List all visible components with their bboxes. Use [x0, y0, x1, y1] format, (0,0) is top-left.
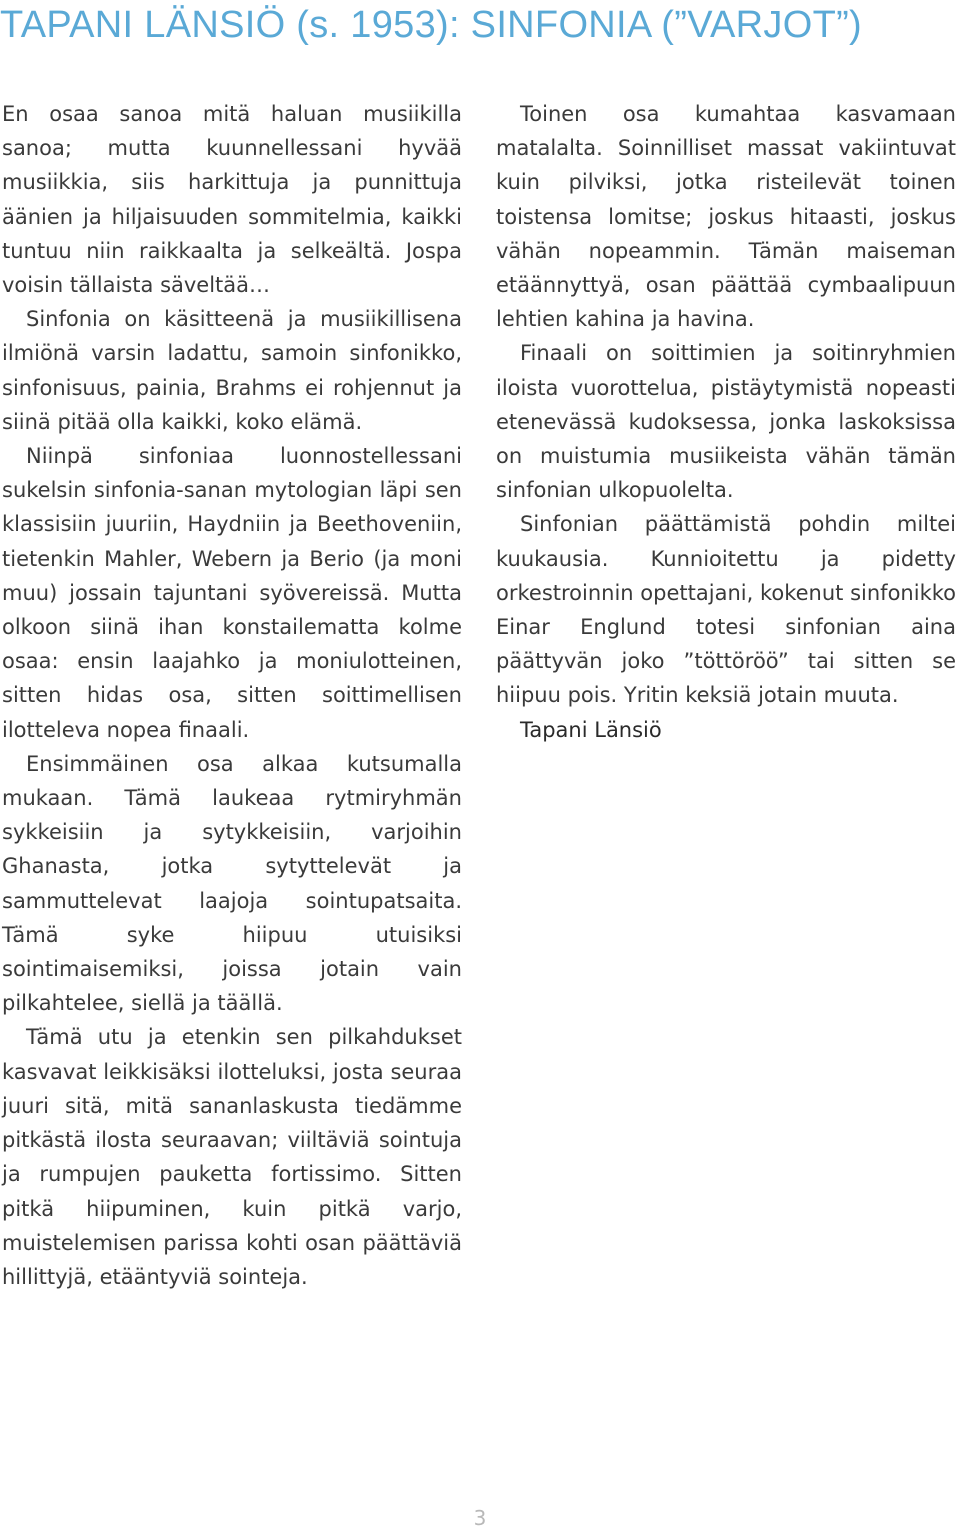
right-column — [496, 97, 956, 747]
left-column — [2, 97, 462, 1294]
paragraph-symphony-concept: Sinfonia on käsitteenä ja musiikillisena ilmiönä varsin ladattu, samoin sinfonikko, sinfonisuus, painia, Brahms ei rohjennut ja siinä pitää olla kaikki, koko elämä. — [2, 307, 462, 434]
paragraph-second-movement: Toinen osa kumahtaa kasvamaan matalalta. Soinnilliset massat vakiintuvat kuin pilviksi, jotka risteilevät toinen toistensa lomitse; joskus hitaasti, joskus vähän nopeammin. Tämän maiseman etäännyttyä, osan päättää cymbaalipuun lehtien kahina ja havina. — [496, 102, 956, 332]
paragraph-first-movement: Ensimmäinen osa alkaa kutsumalla mukaan. Tämä laukeaa rytmiryhmän sykkeisiin ja sytykkeisiin, varjoihin Ghanasta, jotka sytyttelevät ja sammuttelevat laajoja sointupatsaita. Tämä syke hiipuu utuisiksi sointimaisemiksi, joissa jotain vain pilkahtelee, siellä ja täällä. — [2, 751, 462, 1016]
paragraph-ending: Sinfonian päättämistä pohdin miltei kuukausia. Kunnioitettu ja pidetty orkestroinnin opettajani, kokenut sinfonikko Einar Englund totesi sinfonian aina päättyvän joko ”töttöröö” tai sitten se hiipuu pois. Yritin keksiä jotain muuta. — [496, 512, 956, 708]
paragraph-sketching: Niinpä sinfoniaa luonnostellessani sukelsin sinfonia-sanan mytologian läpi sen klassisiin juuriin, Haydniin ja Beethoveniin, tietenkin Mahler, Webern ja Berio (ja moni muu) jossain tajuntani syövereissä. Mutta olkoon siinä ihan konstailematta kolme osaa: ensin laajahko ja moniulotteinen, sitten hidas osa, sitten soittimellisen ilotteleva nopea finaali. — [2, 444, 462, 742]
page-title: TAPANI LÄNSIÖ (s. 1953): SINFONIA (”VARJOT”) — [0, 4, 863, 46]
author-signature: Tapani Länsiö — [520, 717, 662, 742]
paragraph-finale: Finaali on soittimien ja soitinryhmien iloista vuorottelua, pistäytymistä nopeasti etenevässä kudoksessa, jonka laskoksissa on muistumia musiikeista vähän tämän sinfonian ulkopuolelta. — [496, 341, 956, 503]
paragraph-intro: En osaa sanoa mitä haluan musiikilla sanoa; mutta kuunnellessani hyvää musiikkia, siis harkittuja ja punnittuja äänien ja hiljaisuuden sommitelmia, kaikki tuntuu niin raikkaalta ja selkeältä. Jospa voisin tällaista säveltää… — [2, 102, 462, 298]
paragraph-first-movement-continued: Tämä utu ja etenkin sen pilkahdukset kasvavat leikkisäksi ilotteluksi, josta seuraa juuri sitä, mitä sananlaskusta tiedämme pitkästä ilosta seuraavan; viiltäviä sointuja ja rumpujen pauketta fortissimo. Sitten pitkä hiipuminen, kuin pitkä varjo, muistelemisen parissa kohti osan päättäviä hillittyjä, etääntyviä sointeja. — [2, 1025, 462, 1289]
page-number: 3 — [473, 1506, 487, 1530]
